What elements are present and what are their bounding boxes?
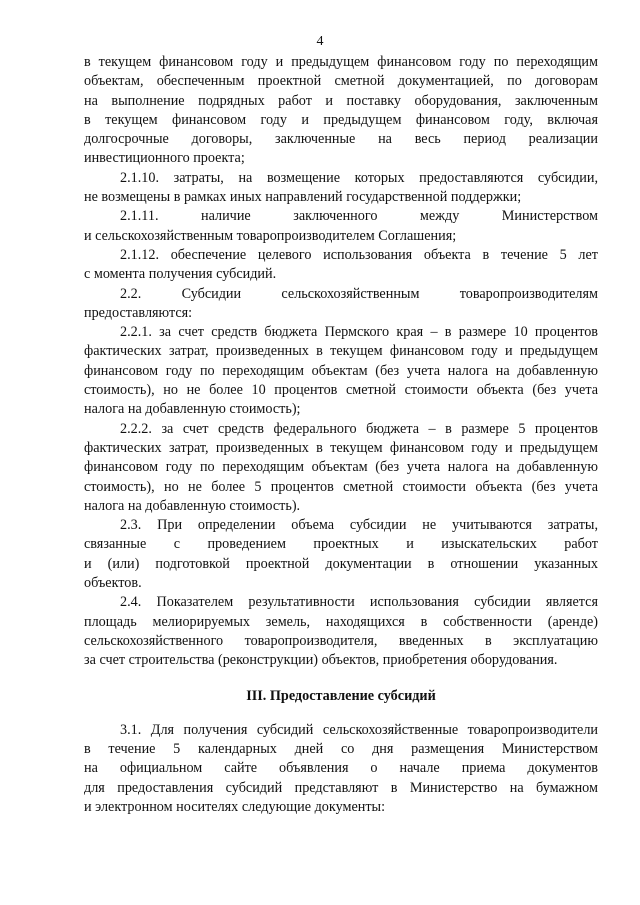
text-line: и сельскохозяйственным товаропроизводителем Соглашения; (84, 227, 457, 244)
text-line: предоставляются: (84, 304, 193, 321)
text-line: 2.1.10. затраты, на возмещение которых предоставляются субсидии, (120, 169, 598, 186)
spacer (84, 706, 598, 721)
text-line: и (или) подготовкой проектной документации в отношении указанных (84, 555, 598, 572)
text-line: 2.1.12. обеспечение целевого использования объекта в течение 5 лет (120, 246, 598, 263)
text-line: площадь мелиорируемых земель, находящихся в собственности (аренде) (84, 613, 598, 630)
text-line: 2.4. Показателем результативности использования субсидии является (120, 594, 598, 611)
text-line: за счет строительства (реконструкции) объектов, приобретения оборудования. (84, 652, 558, 669)
text-line: долгосрочные договоры, заключенные на весь период реализации (84, 131, 598, 148)
text-line: стоимость), но не более 5 процентов сметной стоимости объекта (без учета (84, 478, 598, 495)
section-ii-text (84, 53, 598, 671)
text-line: 2.2.1. за счет средств бюджета Пермского края – в размере 10 процентов (120, 324, 598, 341)
text-line: на выполнение подрядных работ и поставку оборудования, заключенным (84, 92, 598, 109)
text-line: 2.1.11. наличие заключенного между Министерством (120, 208, 598, 225)
document-body (84, 53, 598, 817)
section-heading: III. Предоставление субсидий (246, 687, 436, 704)
spacer (84, 671, 598, 687)
text-line: 3.1. Для получения субсидий сельскохозяйственные товаропроизводители (120, 721, 598, 738)
text-line: в течение 5 календарных дней со дня размещения Министерством (84, 741, 598, 758)
text-line: инвестиционного проекта; (84, 150, 245, 167)
text-line: в текущем финансовом году и предыдущем финансовом году, включая (84, 111, 598, 128)
text-line: финансовом году по переходящим объектам (без учета налога на добавленную (84, 362, 598, 379)
text-line: 2.2. Субсидии сельскохозяйственным товаропроизводителям (120, 285, 598, 302)
text-line: 2.3. При определении объема субсидии не учитываются затраты, (120, 517, 598, 534)
text-line: стоимость), но не более 10 процентов сметной стоимости объекта (без учета (84, 382, 598, 399)
page-number: 4 (316, 34, 324, 49)
text-line: финансовом году по переходящим объектам (без учета налога на добавленную (84, 459, 598, 476)
text-line: налога на добавленную стоимость); (84, 401, 301, 418)
text-line: сельскохозяйственного товаропроизводителя, введенных в эксплуатацию (84, 632, 598, 649)
text-line: связанные с проведением проектных и изыскательских работ (84, 536, 598, 553)
text-line: для предоставления субсидий представляют в Министерство на бумажном (84, 779, 598, 796)
text-line: фактических затрат, произведенных в текущем финансовом году и предыдущем (84, 439, 598, 456)
section-iii-text (84, 721, 598, 817)
text-line: на официальном сайте объявления о начале приема документов (84, 760, 598, 777)
text-line: в текущем финансовом году и предыдущем финансовом году по переходящим (84, 54, 598, 70)
text-line: объектов. (84, 575, 142, 592)
text-line: 2.2.2. за счет средств федерального бюджета – в размере 5 процентов (120, 420, 598, 437)
text-line: фактических затрат, произведенных в текущем финансовом году и предыдущем (84, 343, 598, 360)
text-line: с момента получения субсидий. (84, 266, 277, 283)
text-line: и электронном носителях следующие документы: (84, 798, 386, 815)
text-line: налога на добавленную стоимость). (84, 497, 301, 514)
text-line: объектам, обеспеченным проектной сметной документацией, по договорам (84, 73, 598, 90)
text-line: не возмещены в рамках иных направлений государственной поддержки; (84, 189, 522, 206)
